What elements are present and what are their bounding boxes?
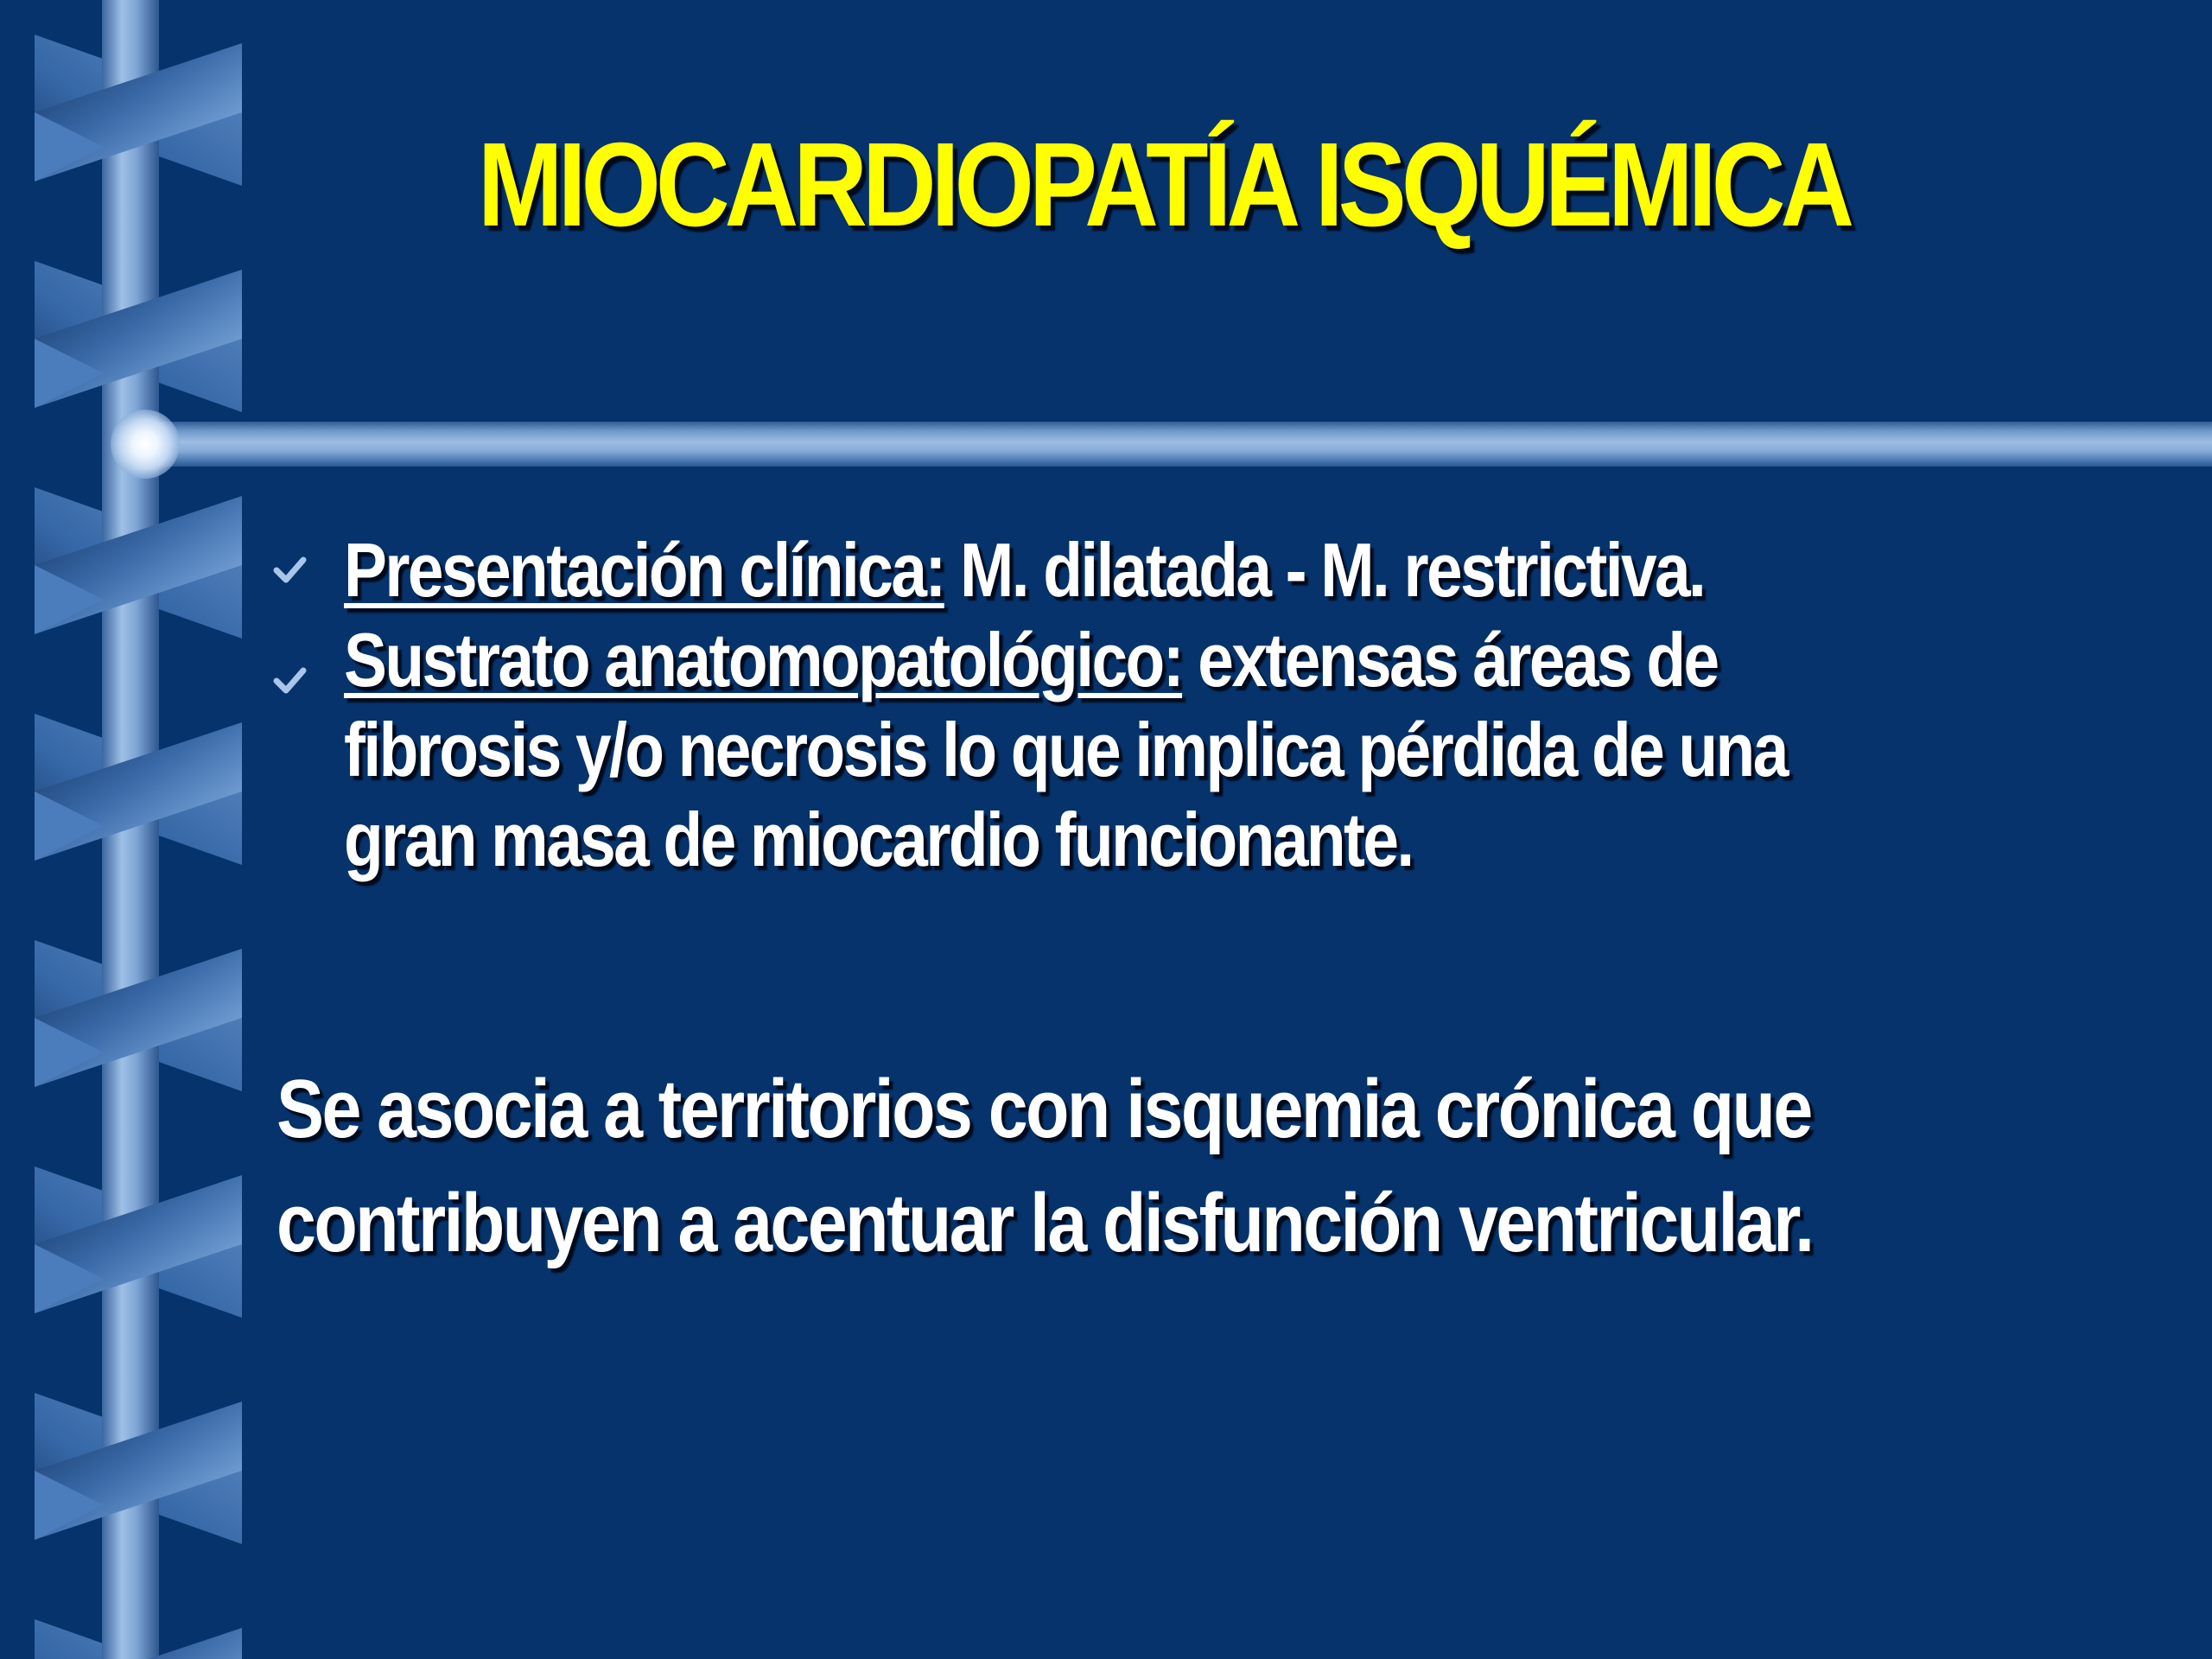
decorative-ribbon (0, 0, 259, 1659)
slide-title: MIOCARDIOPATÍA ISQUÉMICA (477, 118, 1850, 251)
bullet-text: extensas áreas de (1182, 617, 1718, 702)
bullet-continuation: fibrosis y/o necrosis lo que implica pérdida de una (344, 707, 1787, 792)
bullet-text: M. dilatada - M. restrictiva. (944, 527, 1705, 613)
bullet-label: Presentación clínica: (344, 527, 944, 613)
bullet-item (344, 525, 1787, 615)
bullet-item (344, 615, 1787, 705)
closing-line: Se asocia a territorios con isquemia crónica que (276, 1063, 1811, 1155)
bullet-continuation: gran masa de miocardio funcionante. (344, 797, 1413, 882)
closing-paragraph (276, 1052, 1813, 1281)
bullet-list (344, 525, 1787, 885)
bullet-label: Sustrato anatomopatológico: (344, 617, 1183, 702)
checkmark-icon (272, 664, 307, 698)
rule-knob (111, 410, 180, 479)
checkmark-icon (272, 553, 307, 588)
horizontal-rule (130, 422, 2212, 467)
closing-line: contribuyen a acentuar la disfunción ventricular. (276, 1177, 1813, 1269)
